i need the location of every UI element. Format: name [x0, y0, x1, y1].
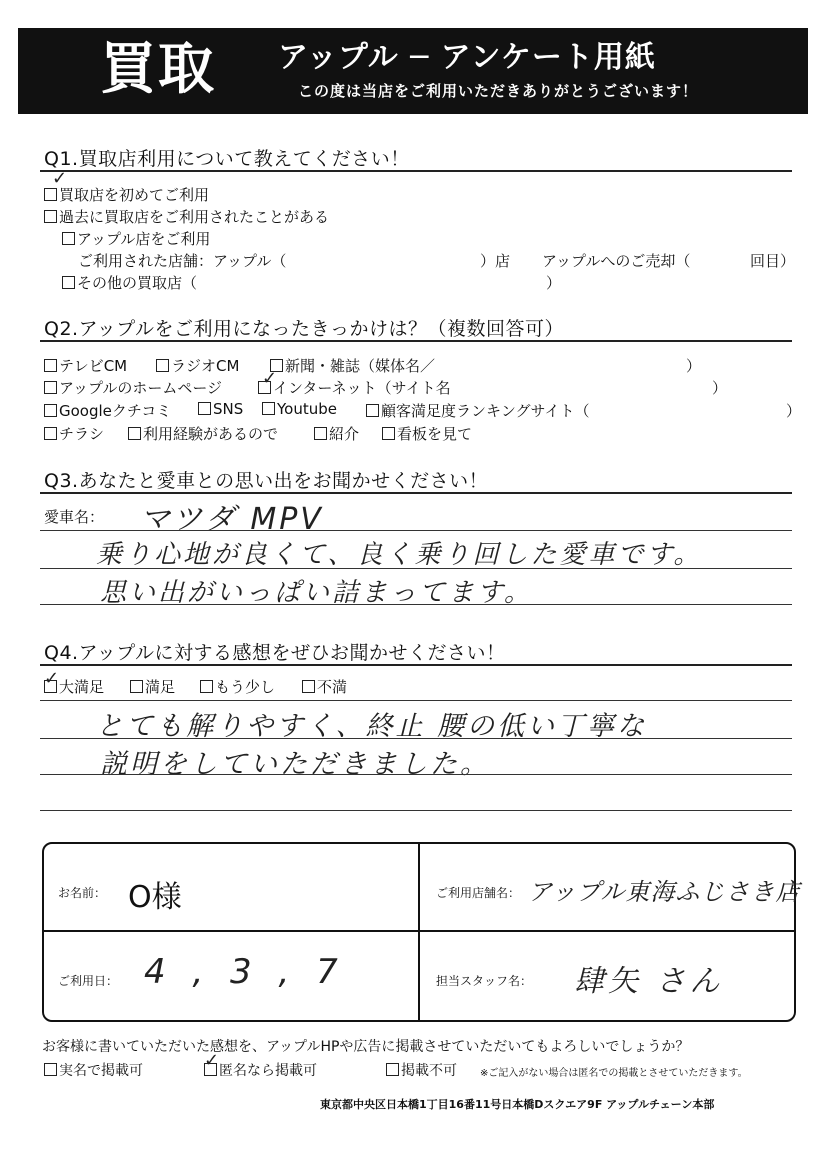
- answer-line: [40, 530, 792, 531]
- checkbox-icon: [62, 276, 75, 289]
- consent-note: ※ご記入がない場合は匿名での掲載とさせていただきます。: [480, 1068, 748, 1079]
- date-label: ご利用日：: [58, 974, 119, 988]
- survey-header: [18, 28, 808, 114]
- checkbox-icon: [62, 232, 75, 245]
- q2-option-radio[interactable]: ラジオCM: [156, 355, 239, 376]
- q1-option-other[interactable]: その他の買取店（: [62, 272, 197, 293]
- car-name-value[interactable]: マツダ MPV: [140, 502, 324, 537]
- consent-option-anonymous[interactable]: 匿名なら掲載可: [204, 1060, 317, 1080]
- staff-label: 担当スタッフ名：: [436, 974, 533, 988]
- q2-row2-close: ）: [712, 379, 728, 397]
- q1-other-close: ）: [546, 274, 562, 292]
- customer-info-box: [42, 842, 801, 1022]
- q2-option-referral[interactable]: 紹介: [314, 423, 359, 444]
- answer-line: [40, 568, 792, 569]
- q2-option-tv[interactable]: テレビCM: [44, 355, 127, 376]
- name-value[interactable]: O様: [128, 880, 182, 915]
- checkbox-icon: [198, 402, 211, 415]
- footer-address: 東京都中央区日本橋1丁目16番11号日本橋Dスクエア9F アップルチェーン本部: [320, 1098, 715, 1111]
- checkbox-icon: [314, 427, 327, 440]
- checkbox-icon: [128, 427, 141, 440]
- checkmark-icon: ✓: [262, 368, 278, 389]
- q4-option-satisfied[interactable]: 満足: [130, 676, 175, 697]
- consent-option-no[interactable]: 掲載不可: [386, 1060, 457, 1080]
- checkbox-icon: [366, 404, 379, 417]
- q2-option-homepage[interactable]: アップルのホームページ: [44, 377, 222, 398]
- store-value[interactable]: アップル東海ふじさき店: [528, 878, 801, 906]
- q1-option-first[interactable]: 買取店を初めてご利用: [44, 184, 209, 205]
- q1-option-past[interactable]: 過去に買取店をご利用されたことがある: [44, 206, 329, 227]
- checkbox-icon: [302, 680, 315, 693]
- checkbox-icon: [44, 210, 57, 223]
- q4-option-unsatisfied[interactable]: 不満: [302, 676, 347, 697]
- checkbox-icon: [44, 404, 57, 417]
- q2-option-newspaper[interactable]: 新聞・雑誌（媒体名／: [270, 355, 435, 376]
- q2-option-experience[interactable]: 利用経験があるので: [128, 423, 278, 444]
- q4-question: Q4.アップルに対する感想をぜひお聞かせください！: [44, 642, 506, 664]
- q1-rule: [40, 170, 792, 172]
- kaitori-heading: 買取: [100, 37, 216, 102]
- answer-line: [40, 810, 792, 811]
- checkbox-icon: [44, 188, 57, 201]
- checkbox-icon: [382, 427, 395, 440]
- answer-line: [40, 604, 792, 605]
- q1-store-line: ご利用された店舗：アップル（: [78, 252, 287, 270]
- checkbox-icon: [156, 359, 169, 372]
- checkbox-icon: [44, 427, 57, 440]
- q3-answer-line1[interactable]: 乗り心地が良くて、良く乗り回した愛車です。: [96, 540, 703, 570]
- q4-answer-line2[interactable]: 説明をしていただきました。: [100, 749, 490, 780]
- checkbox-icon: [44, 359, 57, 372]
- checkmark-icon: ✓: [52, 168, 68, 189]
- q4-option-so-so[interactable]: もう少し: [200, 676, 275, 697]
- consent-question: お客様に書いていただいた感想を、アップルHPや広告に掲載させていただいてもよろしいでしょうか？: [42, 1039, 690, 1055]
- q2-question: Q2.アップルをご利用になったきっかけは？（複数回答可）: [44, 318, 564, 340]
- q1-store-suffix: ）店: [480, 252, 511, 270]
- q2-option-sns[interactable]: SNS: [198, 400, 243, 418]
- q2-option-ranking[interactable]: 顧客満足度ランキングサイト（: [366, 400, 590, 421]
- staff-value[interactable]: 肆矢 さん: [574, 964, 724, 999]
- answer-line: [40, 700, 792, 701]
- q1-option-apple[interactable]: アップル店をご利用: [62, 228, 210, 249]
- q2-option-youtube[interactable]: Youtube: [262, 400, 337, 418]
- checkmark-icon: ✓: [204, 1050, 220, 1071]
- q2-row1-close: ）: [686, 357, 702, 375]
- answer-line: [40, 774, 792, 775]
- checkbox-icon: [200, 680, 213, 693]
- date-value[interactable]: 4 , 3 , 7: [144, 952, 346, 992]
- consent-option-real-name[interactable]: 実名で掲載可: [44, 1060, 143, 1080]
- checkbox-icon: [44, 1063, 57, 1076]
- name-label: お名前：: [58, 886, 107, 900]
- survey-title: アップル ─ アンケート用紙: [278, 40, 656, 75]
- q1-count-label: アップルへのご売却（: [542, 252, 691, 270]
- q4-answer-line1[interactable]: とても解りやすく、終止 腰の低い丁寧な: [96, 711, 648, 742]
- q2-row3-close: ）: [786, 402, 802, 420]
- q4-rule: [40, 664, 792, 666]
- store-label: ご利用店舗名：: [436, 886, 521, 900]
- q2-option-google[interactable]: Googleクチコミ: [44, 400, 171, 421]
- q2-rule: [40, 340, 792, 342]
- q2-option-internet[interactable]: インターネット（サイト名: [258, 377, 451, 398]
- q2-option-flyer[interactable]: チラシ: [44, 423, 104, 444]
- q1-count-suffix: 回目）: [750, 252, 796, 270]
- checkbox-icon: [44, 381, 57, 394]
- checkbox-icon: [386, 1063, 399, 1076]
- checkbox-icon: [262, 402, 275, 415]
- survey-subtitle: この度は当店をご利用いただきありがとうございます！: [298, 82, 699, 100]
- checkmark-icon: ✓: [44, 668, 60, 689]
- q3-question: Q3.あなたと愛車との思い出をお聞かせください！: [44, 470, 489, 492]
- checkbox-icon: [130, 680, 143, 693]
- q2-option-signboard[interactable]: 看板を見て: [382, 423, 472, 444]
- answer-line: [40, 738, 792, 739]
- q3-answer-line2[interactable]: 思い出がいっぱい詰まってます。: [100, 578, 533, 608]
- car-name-label: 愛車名：: [44, 508, 105, 526]
- q1-question: Q1.買取店利用について教えてください！: [44, 148, 410, 170]
- q4-option-very-satisfied[interactable]: 大満足: [44, 676, 104, 697]
